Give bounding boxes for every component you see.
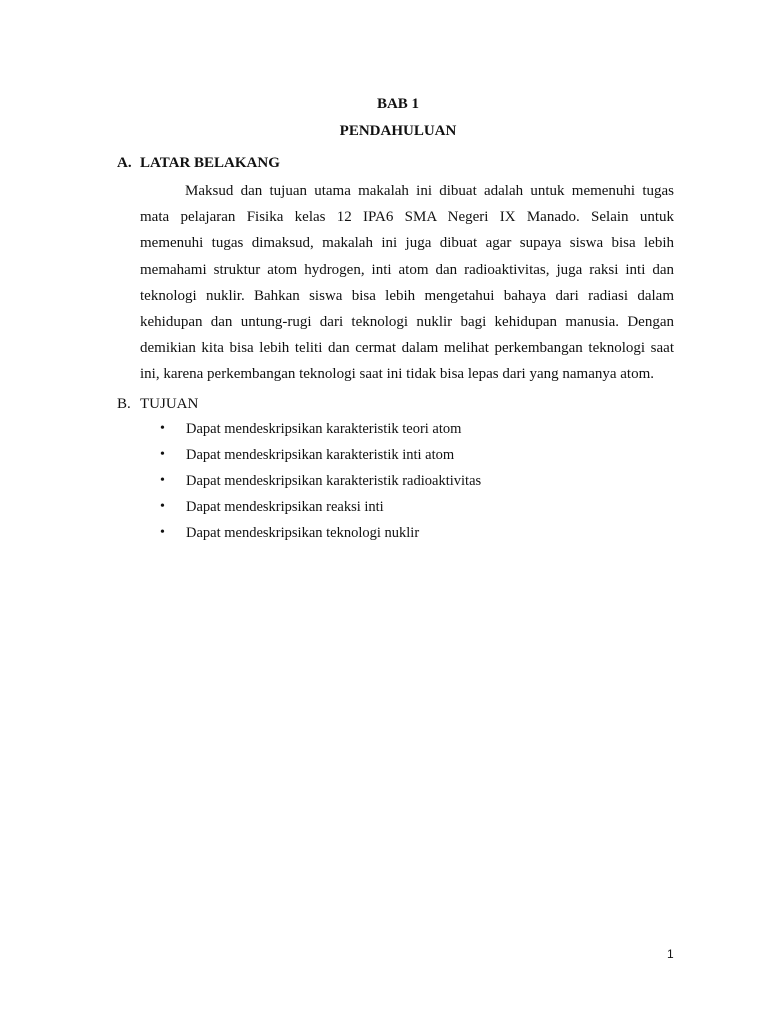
- bullet-icon: •: [160, 473, 165, 488]
- list-item-text: Dapat mendeskripsikan teknologi nuklir: [186, 525, 420, 541]
- list-item: [160, 471, 481, 497]
- list-item-text: Dapat mendeskripsikan karakteristik radioaktivitas: [186, 473, 482, 489]
- bullet-icon: •: [160, 421, 165, 436]
- chapter-number: BAB 1: [376, 96, 420, 112]
- section-a-title: LATAR BELAKANG: [140, 155, 280, 171]
- bullet-icon: •: [160, 525, 165, 540]
- list-item-text: Dapat mendeskripsikan karakteristik inti atom: [186, 447, 455, 463]
- paragraph-line: kehidupan dan untung-rugi dari teknologi nuklir bagi kehidupan manusia. Dengan: [140, 314, 674, 331]
- background-paragraph: [140, 178, 674, 388]
- paragraph-line: demikian kita bisa lebih teliti dan cermat dalam melihat perkembangan teknologi saat: [140, 340, 674, 357]
- list-item: [160, 445, 481, 471]
- paragraph-line: memahami struktur atom hydrogen, inti atom dan radioaktivitas, juga raksi inti dan: [140, 261, 674, 278]
- list-item-text: Dapat mendeskripsikan karakteristik teori atom: [186, 421, 462, 437]
- section-a-heading: [117, 154, 280, 172]
- section-b-title: TUJUAN: [140, 396, 199, 412]
- paragraph-line: ini, karena perkembangan teknologi saat ini tidak bisa lepas dari yang namanya atom.: [140, 366, 654, 383]
- bullet-icon: •: [160, 499, 165, 514]
- list-item: [160, 523, 481, 549]
- section-a-letter: A.: [117, 155, 132, 171]
- list-item: [160, 497, 481, 523]
- paragraph-line: mata pelajaran Fisika kelas 12 IPA6 SMA Negeri IX Manado. Selain untuk: [140, 209, 674, 226]
- paragraph-line: memenuhi tugas dimaksud, makalah ini juga dibuat agar supaya siswa bisa lebih: [140, 235, 674, 252]
- section-b-letter: B.: [117, 396, 131, 412]
- section-b-heading: [117, 395, 198, 413]
- bullet-icon: •: [160, 447, 165, 462]
- objectives-list: [160, 419, 481, 549]
- chapter-title: PENDAHULUAN: [339, 123, 457, 139]
- paragraph-line: teknologi nuklir. Bahkan siswa bisa lebih mengetahui bahaya dari radiasi dalam: [140, 287, 674, 304]
- paragraph-line: Maksud dan tujuan utama makalah ini dibuat adalah untuk memenuhi tugas: [185, 183, 674, 199]
- page-number: 1: [667, 947, 674, 961]
- list-item: [160, 419, 481, 445]
- list-item-text: Dapat mendeskripsikan reaksi inti: [186, 499, 384, 515]
